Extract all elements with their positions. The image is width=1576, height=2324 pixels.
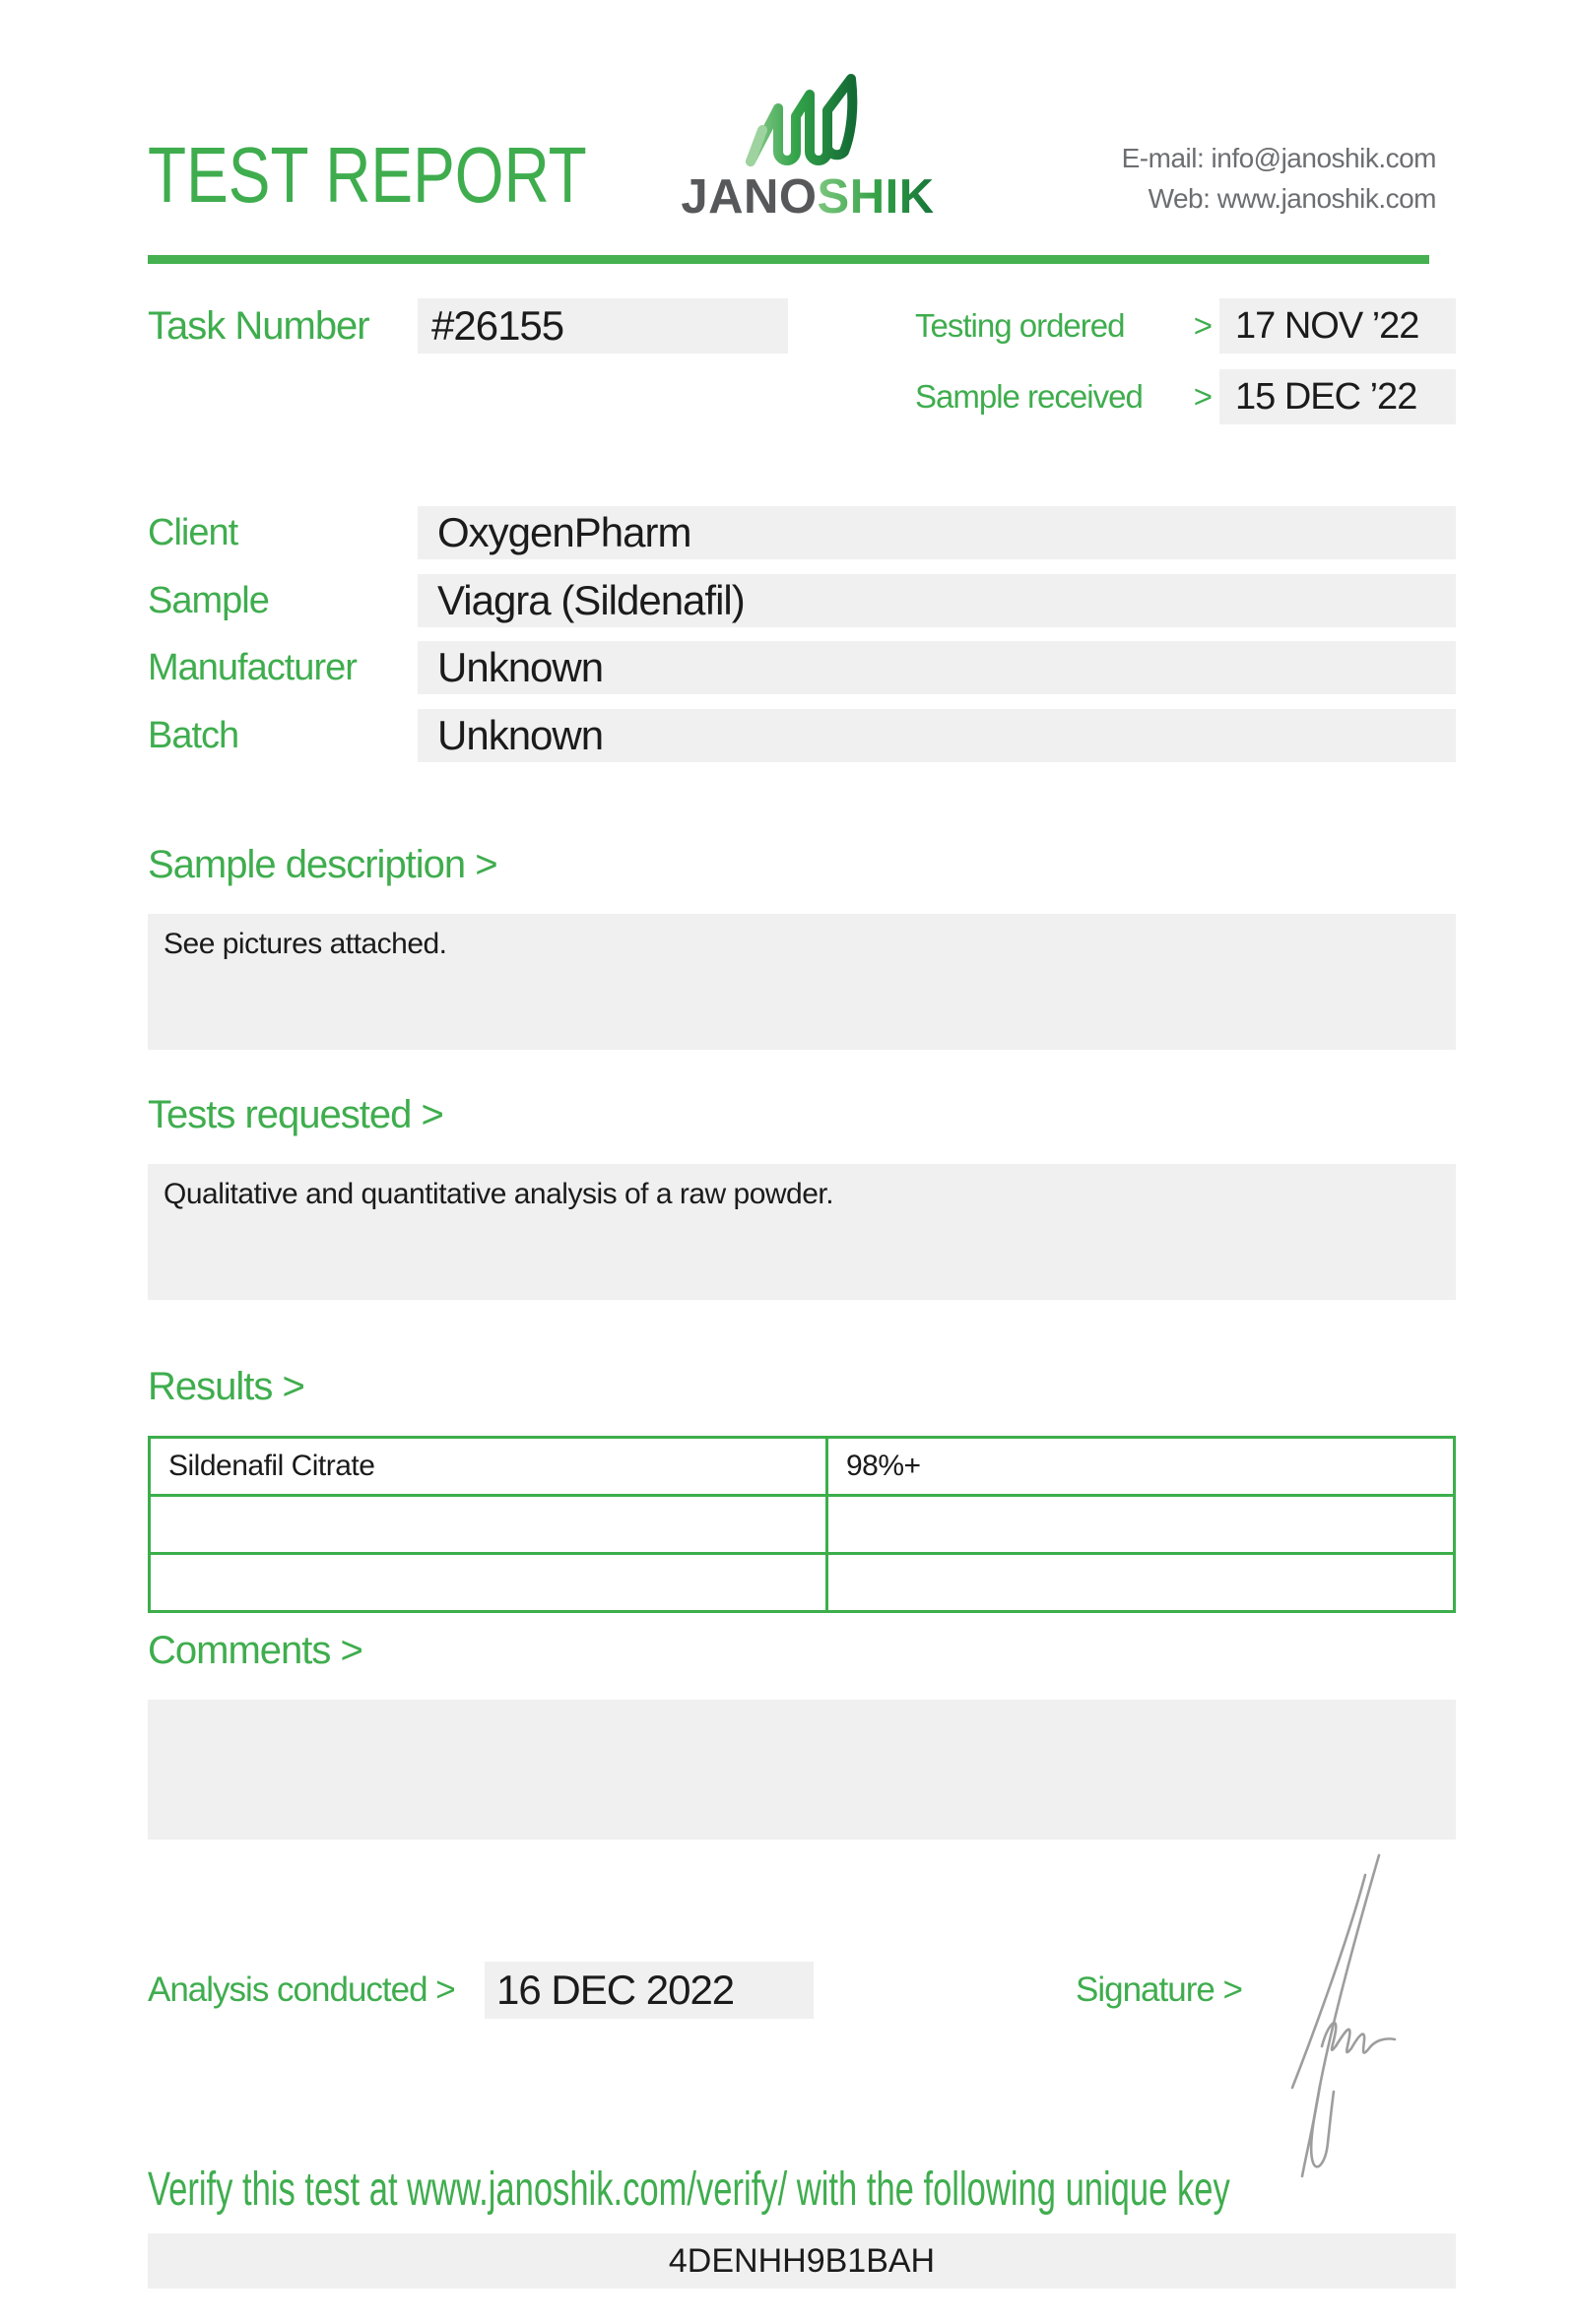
- analysis-date-field: [485, 1962, 814, 2019]
- comments-box: [148, 1700, 1456, 1840]
- results-heading: Results >: [148, 1365, 304, 1408]
- verify-instruction: Verify this test at www.janoshik.com/verify/ with the following unique key: [148, 2163, 1230, 2216]
- batch-label: Batch: [148, 715, 239, 756]
- results-row: [151, 1494, 1453, 1552]
- signature-image: [1263, 1847, 1411, 2197]
- client-value: OxygenPharm: [437, 509, 691, 555]
- logo-wordmark: [650, 169, 965, 225]
- sample-description-box: [148, 914, 1456, 1050]
- sample-received-text: Sample received: [915, 378, 1143, 415]
- sample-received-label: [915, 369, 1212, 424]
- testing-ordered-value: 17 NOV ’22: [1235, 305, 1419, 347]
- tests-requested-heading: Tests requested >: [148, 1093, 443, 1136]
- testing-ordered-field: [1219, 298, 1456, 354]
- manufacturer-label: Manufacturer: [148, 647, 357, 688]
- unique-key-field: [148, 2233, 1456, 2289]
- results-row: [151, 1439, 1453, 1494]
- comments-heading: Comments >: [148, 1629, 362, 1672]
- manufacturer-value: Unknown: [437, 644, 604, 690]
- client-field: [418, 506, 1456, 559]
- batch-value: Unknown: [437, 712, 604, 758]
- analysis-date-value: 16 DEC 2022: [496, 1967, 735, 2013]
- batch-field: [418, 709, 1456, 762]
- signature-label: Signature >: [1076, 1970, 1242, 2009]
- result-cell: 98%+: [846, 1450, 921, 1482]
- result-cell: [828, 1555, 1453, 1610]
- comments-text: [148, 1700, 1456, 1713]
- substance-cell: [151, 1555, 828, 1610]
- sample-field: [418, 574, 1456, 627]
- logo-text-shik: SHIK: [817, 170, 935, 224]
- results-table: [148, 1436, 1456, 1613]
- result-cell: [828, 1497, 1453, 1552]
- task-number-value: #26155: [431, 302, 564, 349]
- client-label: Client: [148, 512, 238, 553]
- contact-block: [1122, 138, 1436, 219]
- task-number-field: [418, 298, 788, 354]
- contact-web: Web: www.janoshik.com: [1148, 183, 1436, 214]
- sample-received-field: [1219, 369, 1456, 424]
- analysis-conducted-label: Analysis conducted >: [148, 1970, 455, 2009]
- sample-description-heading: Sample description >: [148, 843, 497, 886]
- contact-email: E-mail: info@janoshik.com: [1121, 143, 1436, 173]
- logo-text-jano: JANO: [681, 170, 818, 224]
- page-title: TEST REPORT: [148, 131, 587, 219]
- chevron-right-glyph: >: [1193, 378, 1212, 415]
- testing-ordered-text: Testing ordered: [915, 307, 1125, 344]
- sample-received-value: 15 DEC ’22: [1235, 376, 1417, 418]
- substance-cell: Sildenafil Citrate: [151, 1439, 828, 1494]
- sample-description-text: See pictures attached.: [164, 928, 447, 960]
- task-number-label: Task Number: [148, 304, 369, 348]
- tests-requested-box: [148, 1164, 1456, 1300]
- manufacturer-field: [418, 641, 1456, 694]
- substance-cell: [151, 1497, 828, 1552]
- sample-value: Viagra (Sildenafil): [437, 577, 745, 623]
- tests-requested-text: Qualitative and quantitative analysis of a raw powder.: [164, 1178, 834, 1210]
- testing-ordered-label: [915, 298, 1212, 354]
- unique-key-value: 4DENHH9B1BAH: [668, 2242, 936, 2280]
- sample-label: Sample: [148, 580, 269, 621]
- results-row: [151, 1552, 1453, 1610]
- header-divider: [148, 255, 1429, 264]
- chevron-right-glyph: >: [1193, 307, 1212, 344]
- growth-chart-icon: [741, 71, 875, 178]
